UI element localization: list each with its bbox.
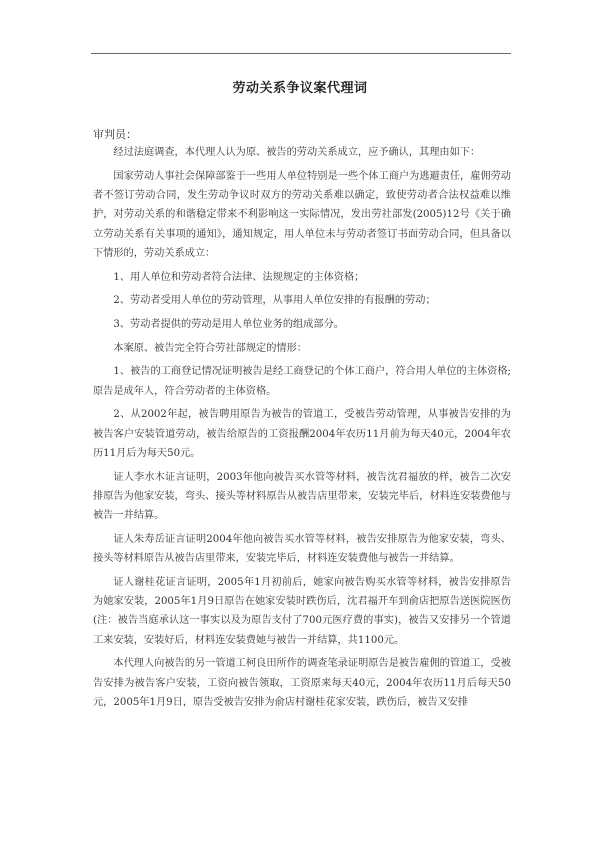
document-title: 劳动关系争议案代理词: [232, 81, 368, 96]
paragraph-regulation: 国家劳动人事社会保障部鉴于一些用人单位特别是一些个体工商户为逃避责任，雇佣劳动者不签订劳动合同，发生劳动争议时双方的劳动关系难以确定，致使劳动者合法权益难以维护，对劳动关系的和谐稳定带来不利影响这一实际情况，发出劳社部发(2005)12号《关于确立劳动关系有关事项的通知》，通知规定，用人单位未与劳动者签订书面劳动合同，但具备以下情形的，劳动关系成立：: [93, 170, 511, 259]
paragraph-point-2: 2、从2002年起，被告聘用原告为被告的管道工，受被告劳动管理，从事被告安排的为被告客户安装管道劳动，被告给原告的工资报酬2004年农历11月前为每天40元，2004年农历11月后为每天50元。: [93, 409, 511, 459]
paragraph-condition-3: 3、劳动者提供的劳动是用人单位业务的组成部分。: [113, 318, 344, 330]
paragraph-case-statement: 本案原、被告完全符合劳社部规定的情形：: [113, 342, 307, 354]
paragraph-witness-li: 证人李水木证言证明，2003年他向被告买水管等材料，被告沈君福放的样，被告二次安排原告为他家安装，弯头、接头等材料原告从被告店里带来，安装完毕后，材料连安装费他与被告一并结算。: [93, 471, 511, 522]
paragraph-witness-xie: 证人谢桂花证言证明，2005年1月初前后，她家向被告购买水管等材料，被告安排原告为她家安装，2005年1月9日原告在她家安装时跌伤后，沈君福开车到俞店把原告送医院医伤(注：被告当庭承认这一事实以及为原告支付了700元医疗费的事实)，被告又安排另一个管道工来安装，安装好后，材料连安装费她与被告一并结算，共1100元。: [93, 576, 511, 646]
salutation: 审判员：: [93, 128, 137, 141]
paragraph-point-1: 1、被告的工商登记情况证明被告是经工商登记的个体工商户，符合用人单位的主体资格;原告是成年人，符合劳动者的主体资格。: [93, 366, 511, 397]
header-rule: [91, 53, 511, 54]
paragraph-condition-1: 1、用人单位和劳动者符合法律、法规规定的主体资格；: [113, 271, 365, 283]
paragraph-witness-zhu: 证人朱寿岳证言证明2004年他向被告买水管等材料，被告安排原告为他家安装，弯头、接头等材料原告从被告店里带来，安装完毕后，材料连安装费他与被告一并结算。: [93, 533, 511, 565]
document-body: [93, 143, 511, 717]
paragraph-condition-2: 2、劳动者受用人单位的劳动管理，从事用人单位安排的有报酬的劳动；: [113, 295, 436, 307]
paragraph-investigation: 本代理人向被告的另一管道工柯良田所作的调查笔录证明原告是被告雇佣的管道工，受被告安排为被告客户安装，工资向被告领取，工资原来每天40元，2004年农历11月后每天50元，2005年1月9日，原告受被告安排为俞店村谢桂花家安装，跌伤后，被告又安排: [93, 658, 511, 709]
paragraph-intro: 经过法庭调查，本代理人认为原、被告的劳动关系成立，应予确认，其理由如下：: [113, 147, 481, 158]
